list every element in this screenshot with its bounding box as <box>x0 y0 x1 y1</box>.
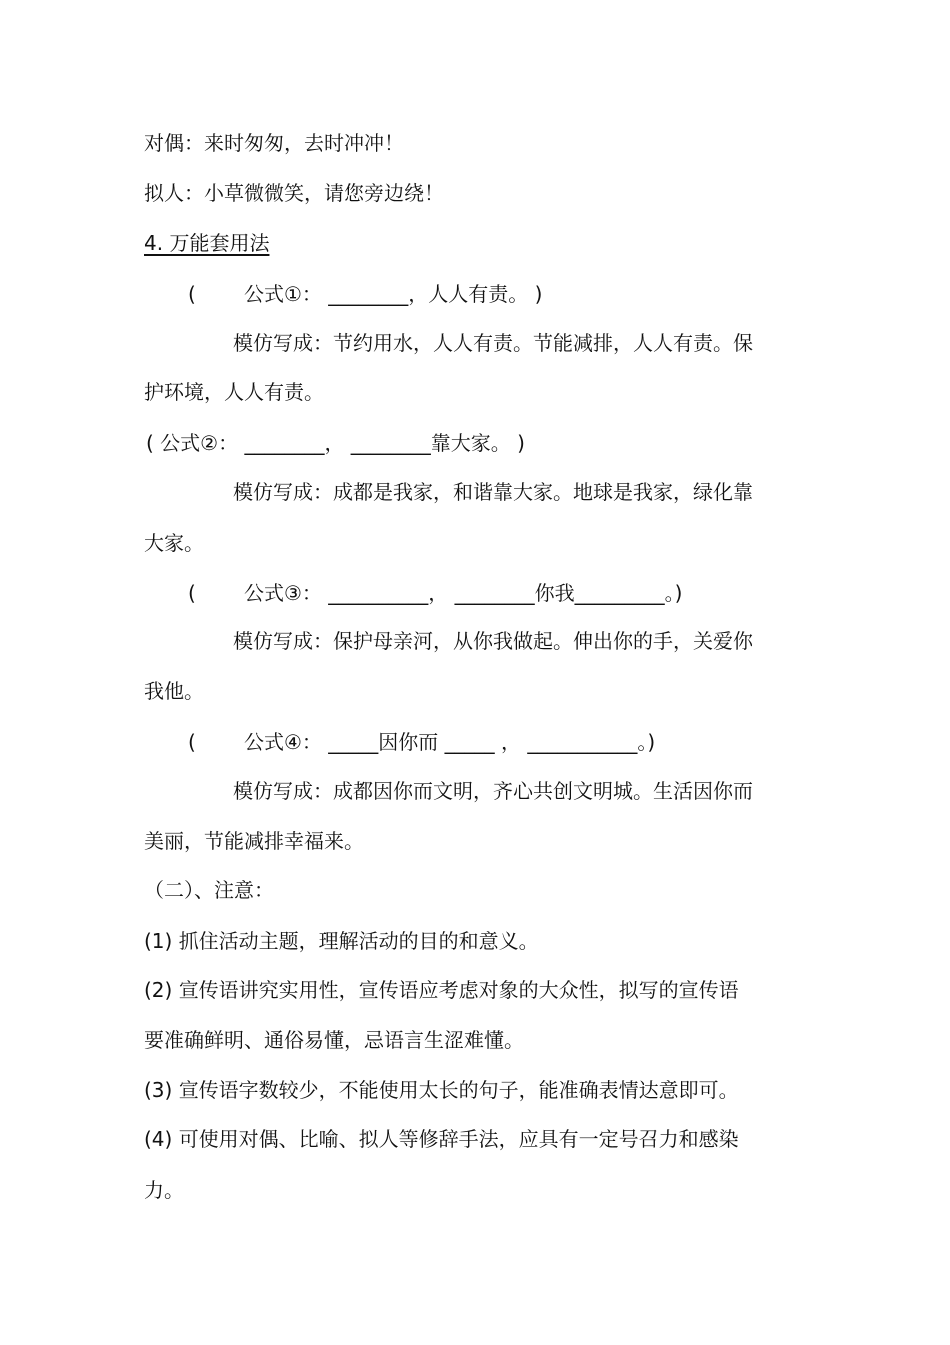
formula-3-example-line-1: 模仿写成：保护母亲河，从你我做起。伸出你的手，关爱你 <box>233 629 753 653</box>
notes-heading: （二）、注意： <box>144 878 274 902</box>
formula-4-example-line-1: 模仿写成：成都因你而文明，齐心共创文明城。生活因你而 <box>233 779 753 803</box>
formula-1: 公式①： ________，人人有责。 ) <box>244 282 543 306</box>
duiou-example: 对偶：来时匆匆，去时冲冲！ <box>144 131 404 155</box>
formula-1-example-line-2: 护环境，人人有责。 <box>144 380 324 404</box>
formula-1-open-paren: ( <box>188 282 196 306</box>
formula-4-example-line-2: 美丽，节能减排幸福来。 <box>144 829 364 853</box>
formula-2: ( 公式②： ________， ________靠大家。 ) <box>146 431 525 455</box>
section-heading-4: 4. 万能套用法 <box>144 231 270 255</box>
note-3: (3) 宣传语字数较少，不能使用太长的句子，能准确表情达意即可。 <box>144 1078 739 1102</box>
formula-3-open-paren: ( <box>188 581 196 605</box>
formula-2-example-line-2: 大家。 <box>144 531 204 555</box>
formula-4: 公式④： _____因你而 _____ ， ___________。) <box>244 730 656 754</box>
formula-2-example-line-1: 模仿写成：成都是我家，和谐靠大家。地球是我家，绿化靠 <box>233 480 753 504</box>
formula-3-example-line-2: 我他。 <box>144 679 204 703</box>
niren-example: 拟人：小草微微笑，请您旁边绕！ <box>144 181 444 205</box>
formula-4-open-paren: ( <box>188 730 196 754</box>
formula-1-example-line-1: 模仿写成：节约用水，人人有责。节能减排，人人有责。保 <box>233 331 753 355</box>
note-2-line-2: 要准确鲜明、通俗易懂，忌语言生涩难懂。 <box>144 1028 524 1052</box>
note-4-line-2: 力。 <box>144 1178 184 1202</box>
note-4-line-1: (4) 可使用对偶、比喻、拟人等修辞手法，应具有一定号召力和感染 <box>144 1127 739 1151</box>
formula-3: 公式③： __________， ________你我_________。) <box>244 581 683 605</box>
note-2-line-1: (2) 宣传语讲究实用性，宣传语应考虑对象的大众性，拟写的宣传语 <box>144 978 739 1002</box>
note-1: (1) 抓住活动主题，理解活动的目的和意义。 <box>144 929 539 953</box>
